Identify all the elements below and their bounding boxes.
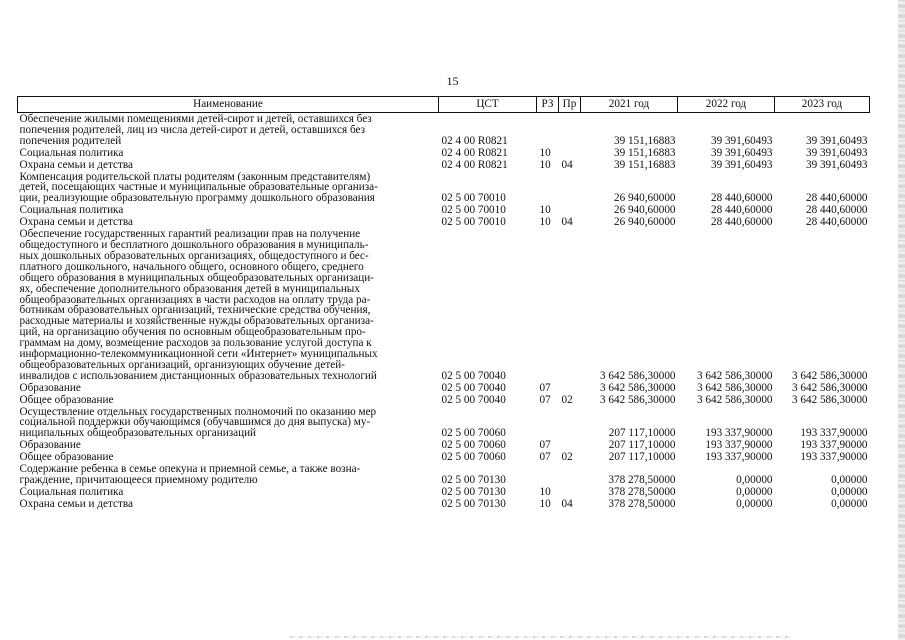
row-value-2023: 0,00000 (831, 497, 868, 510)
row-pr (559, 463, 581, 486)
table-row (18, 394, 870, 406)
row-value-2023: 39 391,60493 (805, 146, 868, 159)
row-name: Компенсация родительской платы родителям (законным представителям) детей, посещающих частные и муниципальные образовательные организа- ции, реализующие образовательную программу дошкольного образования (19, 170, 378, 205)
row-value-2023: 193 337,90000 (800, 451, 868, 464)
table-row (18, 439, 870, 451)
row-pr: 04 (561, 497, 573, 510)
row-value-2023: 28 440,60000 (805, 216, 868, 229)
row-value-2021: 378 278,50000 (608, 485, 676, 498)
row-cst: 02 5 00 70130 (441, 474, 506, 486)
row-value-2023: 193 337,90000 (800, 439, 868, 452)
row-name: Социальная политика (19, 146, 124, 159)
table-row (18, 216, 870, 228)
row-name: Содержание ребенка в семье опекуна и приемной семье, а также возна- граждение, причитающееся приемному родителю (19, 463, 361, 486)
row-pr (559, 406, 581, 440)
row-value-2022: 0,00000 (736, 485, 773, 498)
row-pr (559, 113, 581, 147)
row-name: Обеспечение жилыми помещениями детей-сирот и детей, оставшихся без попечения родителей, лиц из числа детей-сирот и детей, оставшихся без попечения родителей (19, 113, 372, 147)
row-pr: 04 (561, 216, 573, 229)
row-value-2023: 39 391,60493 (805, 134, 868, 147)
row-rz: 10 (539, 216, 551, 229)
row-value-2021: 3 642 586,30000 (599, 381, 676, 394)
row-name: Социальная политика (19, 485, 124, 498)
row-name: Образование (19, 381, 81, 394)
row-rz: 07 (539, 393, 551, 406)
row-pr (559, 147, 581, 159)
row-cst: 02 5 00 70040 (441, 381, 506, 394)
row-rz: 10 (539, 158, 551, 171)
row-value-2023: 3 642 586,30000 (791, 381, 868, 394)
row-rz (537, 228, 559, 382)
row-value-2023: 28 440,60000 (805, 192, 868, 205)
row-value-2022: 3 642 586,30000 (696, 381, 773, 394)
row-cst: 02 5 00 70010 (441, 216, 506, 229)
row-cst: 02 4 00 R0821 (441, 146, 508, 159)
row-value-2021: 39 151,16883 (613, 146, 676, 159)
header-2022: 2022 год (678, 97, 775, 113)
header-2021: 2021 год (581, 97, 678, 113)
table-header-row (18, 97, 870, 113)
row-name: Образование (19, 439, 81, 452)
table-row (18, 228, 870, 382)
row-rz: 10 (539, 204, 551, 217)
row-cst: 02 5 00 70040 (441, 369, 506, 382)
row-name: Обеспечение государственных гарантий реализации прав на получение общедоступного и бесплатного дошкольного образования в муниципаль- ных дошкольных образовательных организациях, общедоступного и бес- платного дошкольного, начального общего, основного общего, среднего общего образования в муниципальных общеобразовательных организаци- ях, обеспечение дополнительного образования детей в муниципальных общеобразовательных организациях в части расходов на оплату труда ра- ботникам образовательных организаций, технические средства обучения, расходные материалы и хозяйственные нужды образовательных организа- ций, на организацию обучения по основным общеобразовательным про- граммам на дому, возмещение расходов за пользование услугой доступа к информационно-телекоммуникационной сети «Интернет» муниципальных общеобразовательных организаций, организующих обучение детей- инвалидов с использованием дистанционных образовательных технологий (19, 228, 378, 382)
row-value-2022: 193 337,90000 (705, 439, 773, 452)
row-pr (559, 486, 581, 498)
row-rz: 10 (539, 497, 551, 510)
row-cst: 02 5 00 70060 (441, 451, 506, 464)
table-row (18, 382, 870, 394)
row-value-2022: 193 337,90000 (705, 451, 773, 464)
row-value-2023: 0,00000 (831, 474, 868, 486)
row-value-2021: 26 940,60000 (613, 216, 676, 229)
row-value-2022: 0,00000 (736, 474, 773, 486)
table-row (18, 159, 870, 171)
table-row (18, 171, 870, 205)
row-cst: 02 5 00 70060 (441, 439, 506, 452)
row-value-2022: 28 440,60000 (710, 216, 773, 229)
row-value-2021: 39 151,16883 (613, 158, 676, 171)
row-value-2021: 3 642 586,30000 (599, 369, 676, 382)
row-value-2023: 0,00000 (831, 485, 868, 498)
row-name: Охрана семьи и детства (19, 158, 133, 171)
row-pr (559, 171, 581, 205)
row-pr (559, 228, 581, 382)
row-pr (559, 439, 581, 451)
table-row (18, 147, 870, 159)
row-rz: 10 (539, 485, 551, 498)
row-value-2021: 39 151,16883 (613, 134, 676, 147)
header-2023: 2023 год (775, 97, 870, 113)
row-value-2021: 207 117,10000 (608, 427, 676, 440)
header-pr: Пр (559, 97, 581, 113)
table-body (18, 113, 870, 510)
row-cst: 02 4 00 R0821 (441, 134, 508, 147)
row-value-2022: 39 391,60493 (710, 134, 773, 147)
row-rz (537, 113, 559, 147)
row-rz: 07 (539, 381, 551, 394)
row-value-2022: 28 440,60000 (710, 192, 773, 205)
row-name: Осуществление отдельных государственных полномочий по оказанию мер социальной поддержки обучающимся (обучавшимся до дня выпуска) му- ниципальных общеобразовательных организаций (19, 405, 377, 440)
table-row (18, 486, 870, 498)
row-pr: 02 (561, 451, 573, 464)
row-value-2021: 26 940,60000 (613, 192, 676, 205)
row-value-2023: 39 391,60493 (805, 158, 868, 171)
row-value-2022: 3 642 586,30000 (696, 393, 773, 406)
row-value-2021: 26 940,60000 (613, 204, 676, 217)
row-pr: 04 (561, 158, 573, 171)
row-rz: 07 (539, 439, 551, 452)
row-value-2023: 193 337,90000 (800, 427, 868, 440)
row-pr: 02 (561, 393, 573, 406)
row-cst: 02 4 00 R0821 (441, 158, 508, 171)
row-rz (537, 406, 559, 440)
budget-table (17, 96, 870, 510)
row-value-2021: 207 117,10000 (608, 439, 676, 452)
row-name: Охрана семьи и детства (19, 216, 133, 229)
row-value-2022: 39 391,60493 (710, 158, 773, 171)
scan-edge-artifact (898, 0, 905, 640)
row-value-2021: 207 117,10000 (608, 451, 676, 464)
row-value-2022: 193 337,90000 (705, 427, 773, 440)
row-pr (559, 382, 581, 394)
row-value-2021: 378 278,50000 (608, 497, 676, 510)
row-cst: 02 5 00 70060 (441, 427, 506, 440)
row-rz (537, 463, 559, 486)
row-value-2022: 0,00000 (736, 497, 773, 510)
row-name: Общее образование (19, 393, 114, 406)
row-value-2022: 3 642 586,30000 (696, 369, 773, 382)
row-rz: 10 (539, 146, 551, 159)
header-name: Наименование (18, 97, 439, 113)
row-value-2022: 28 440,60000 (710, 204, 773, 217)
scan-bottom-artifact (290, 636, 790, 638)
row-name: Общее образование (19, 451, 114, 464)
row-name: Социальная политика (19, 204, 124, 217)
row-value-2023: 28 440,60000 (805, 204, 868, 217)
row-rz: 07 (539, 451, 551, 464)
table-row (18, 463, 870, 486)
row-cst: 02 5 00 70130 (441, 497, 506, 510)
row-value-2021: 3 642 586,30000 (599, 393, 676, 406)
header-cst: ЦСТ (439, 97, 537, 113)
row-cst: 02 5 00 70010 (441, 192, 506, 205)
row-rz (537, 171, 559, 205)
row-cst: 02 5 00 70040 (441, 393, 506, 406)
table-row (18, 498, 870, 510)
table-row (18, 113, 870, 147)
row-value-2021: 378 278,50000 (608, 474, 676, 486)
row-cst: 02 5 00 70010 (441, 204, 506, 217)
row-pr (559, 204, 581, 216)
table-row (18, 451, 870, 463)
page-number: 15 (446, 74, 459, 88)
row-cst: 02 5 00 70130 (441, 485, 506, 498)
header-rz: РЗ (537, 97, 559, 113)
row-name: Охрана семьи и детства (19, 497, 133, 510)
row-value-2022: 39 391,60493 (710, 146, 773, 159)
table-row (18, 204, 870, 216)
table-row (18, 406, 870, 440)
row-value-2023: 3 642 586,30000 (791, 393, 868, 406)
row-value-2023: 3 642 586,30000 (791, 369, 868, 382)
